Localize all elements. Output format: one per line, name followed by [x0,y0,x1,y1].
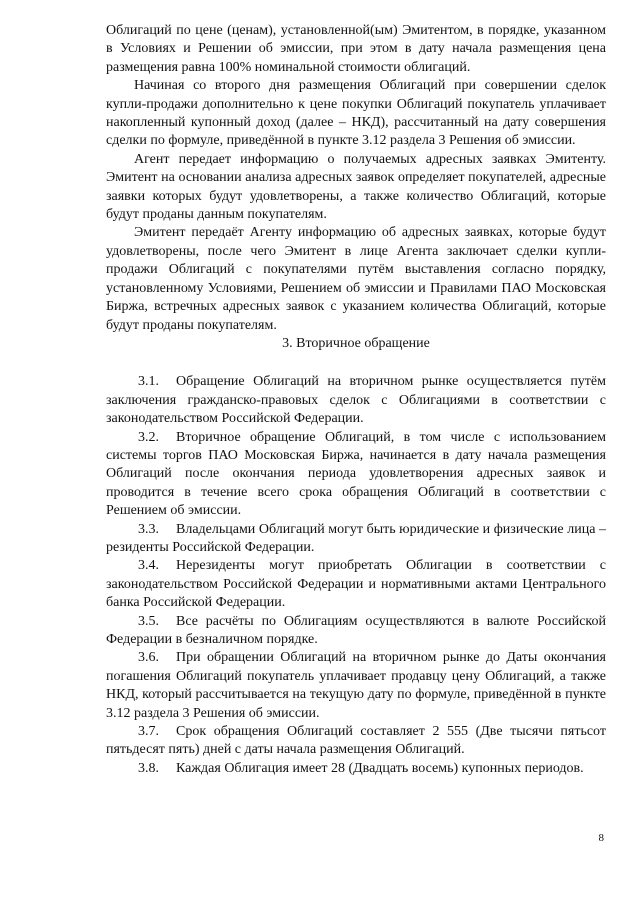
item-number: 3.8. [138,760,159,776]
item-text: Каждая Облигация имеет 28 (Двадцать восемь) купонных периодов. [176,760,584,776]
list-item-3-3 [106,521,606,558]
item-text: При обращении Облигаций на вторичном рынке до Даты окончания погашения Облигаций покупатель уплачивает продавцу цену Облигаций, а также НКД, который рассчитывается на текущую дату по формуле, приведённой в пункте 3.12 раздела 3 Решения об эмиссии. [106,650,606,721]
item-text: Срок обращения Облигаций составляет 2 555 (Две тысячи пятьсот пятьдесят пять) дней с даты начала размещения Облигаций. [106,724,606,758]
item-text: Обращение Облигаций на вторичном рынке осуществляется путём заключения гражданско-правовых сделок с Облигациями в соответствии с законодательством Российской Федерации. [106,374,606,427]
item-number: 3.1. [138,374,159,390]
list-item-3-7 [106,723,606,760]
list-item-3-8 [106,760,606,778]
paragraph-issuer-orders: Эмитент передаёт Агенту информацию об адресных заявках, которые будут удовлетворены, после чего Эмитент в лице Агента заключает сделки купли-продажи Облигаций с покупателями путём выставления согласно порядку, установленному Условиями, Решением об эмиссии и Правилами ПАО Московская Биржа, встречных адресных заявок с указанием количества Облигаций, которые будут проданы покупателям. [106,225,606,333]
section-title: 3. Вторичное обращение [282,335,430,351]
item-text: Все расчёты по Облигациям осуществляются в валюте Российской Федерации в безналичном порядке. [106,613,606,647]
list-item-3-1 [106,373,606,428]
list-item-3-5 [106,613,606,650]
item-text: Нерезиденты могут приобретать Облигации в соответствии с законодательством Российской Федерации и нормативными актами Центрального банка Российской Федерации. [106,558,606,611]
item-text: Владельцами Облигаций могут быть юридические и физические лица – резиденты Российской Федерации. [106,521,606,555]
item-number: 3.2. [138,429,159,445]
item-number: 3.5. [138,613,159,629]
list-item-3-4 [106,557,606,612]
item-number: 3.7. [138,724,159,740]
item-number: 3.6. [138,650,159,666]
item-text: Вторичное обращение Облигаций, в том числе с использованием системы торгов ПАО Московская Биржа, начинается в дату начала размещения Облигаций после окончания периода удовлетворения адресных заявок и проводится в течение всего срока обращения Облигаций в соответствии с Решением об эмиссии. [106,429,606,519]
item-number: 3.4. [138,558,159,574]
paragraph-accrued-coupon: Начиная со второго дня размещения Облигаций при совершении сделок купли-продажи дополнительно к цене покупки Облигаций покупатель уплачивает накопленный купонный доход (далее – НКД), рассчитанный на дату совершения сделки по формуле, приведённой в пункте 3.12 раздела 3 Решения об эмиссии. [106,78,606,149]
paragraph-agent-orders: Агент передает информацию о получаемых адресных заявках Эмитенту. Эмитент на основании анализа адресных заявок определяет покупателей, адресные заявки которых будут удовлетворены, а также количество Облигаций, которые будут проданы данным покупателям. [106,151,606,223]
item-number: 3.3. [138,521,159,537]
page-number: 8 [598,832,604,844]
list-item-3-2 [106,429,606,521]
list-item-3-6 [106,649,606,723]
page-content [106,22,606,778]
paragraph-placement-price: Облигаций по цене (ценам), установленной(ым) Эмитентом, в порядке, указанном в Условиях и Решении об эмиссии, при этом в дату начала размещения цена размещения равна 100% номинальной стоимости облигаций. [106,23,606,75]
